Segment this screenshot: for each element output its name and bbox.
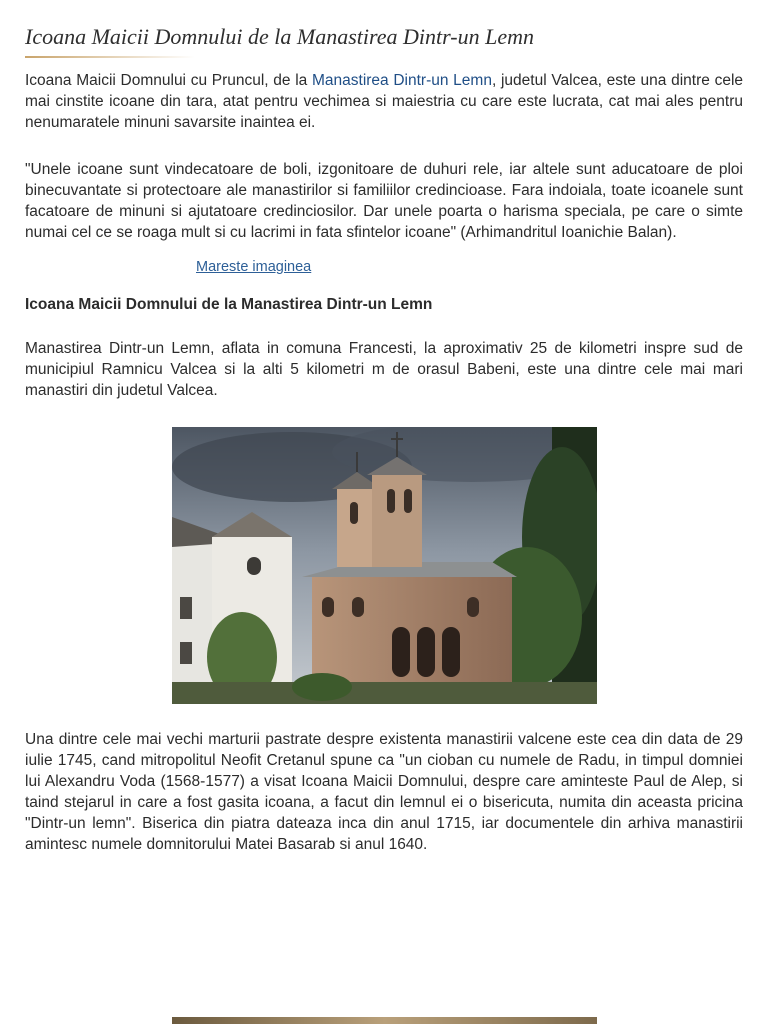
second-photo-top-edge[interactable] bbox=[172, 1017, 597, 1024]
monastery-link[interactable]: Manastirea Dintr-un Lemn bbox=[312, 72, 492, 89]
history-paragraph: Una dintre cele mai vechi marturii pastrate despre existenta manastirii valcene este cea din data de 29 iulie 1745, cand mitropolitul Neofit Cretanul spune ca "un cioban cu numele de Radu, in timpul domniei lui Alexandru Voda (1568-1577) a visat Icoana Maicii Domnului, despre care aminteste Paul de Alep, si taind stejarul in care a fost gasita icoana, a facut din lemnul ei o bisericuta, numita din aceasta pricina "Dintr-un lemn". Biserica din piatra dateaza inca din anul 1715, iar documentele din arhiva manastirii amintesc numele domnitorului Matei Basarab si anul 1640. bbox=[25, 731, 743, 853]
title-underline bbox=[25, 56, 195, 58]
intro-text-end: , judetul Valcea, este una dintre cele mai cinstite icoane din tara, atat pentru vechimea si maiestria cu care este lucrata, cat mai ales pentru nenumaratele minuni savarsite inaintea ei. bbox=[25, 72, 744, 131]
section-heading: Icoana Maicii Domnului de la Manastirea Dintr-un Lemn bbox=[25, 296, 433, 313]
quote-paragraph: "Unele icoane sunt vindecatoare de boli, izgonitoare de duhuri rele, iar altele sunt aducatoare de ploi binecuvantate si protectoare ale manastirilor si familiilor credincioase. Fara indoiala, toate icoanele sunt facatoare de minuni si ajutatoare credinciosilor. Dar unele poarta o harisma speciala, pe care o simte numai cel ce se roaga mult si cu lacrimi in fata sfintelor icoane" (Arhimandritul Ioanichie Balan). bbox=[25, 161, 743, 241]
monastery-photo[interactable] bbox=[172, 427, 597, 704]
intro-text-start: Icoana Maicii Domnului cu Pruncul, de la bbox=[25, 72, 312, 89]
enlarge-image-link[interactable]: Mareste imaginea bbox=[196, 259, 312, 275]
intro-paragraph bbox=[25, 70, 743, 133]
monastery-illustration bbox=[172, 427, 597, 704]
article-title: Icoana Maicii Domnului de la Manastirea Dintr-un Lemn bbox=[25, 24, 534, 49]
location-paragraph: Manastirea Dintr-un Lemn, aflata in comuna Francesti, la aproximativ 25 de kilometri inspre sud de municipiul Ramnicu Valcea si la alti 5 kilometri m de orasul Babeni, este una dintre cele mai mari manastiri din judetul Valcea. bbox=[25, 340, 743, 399]
